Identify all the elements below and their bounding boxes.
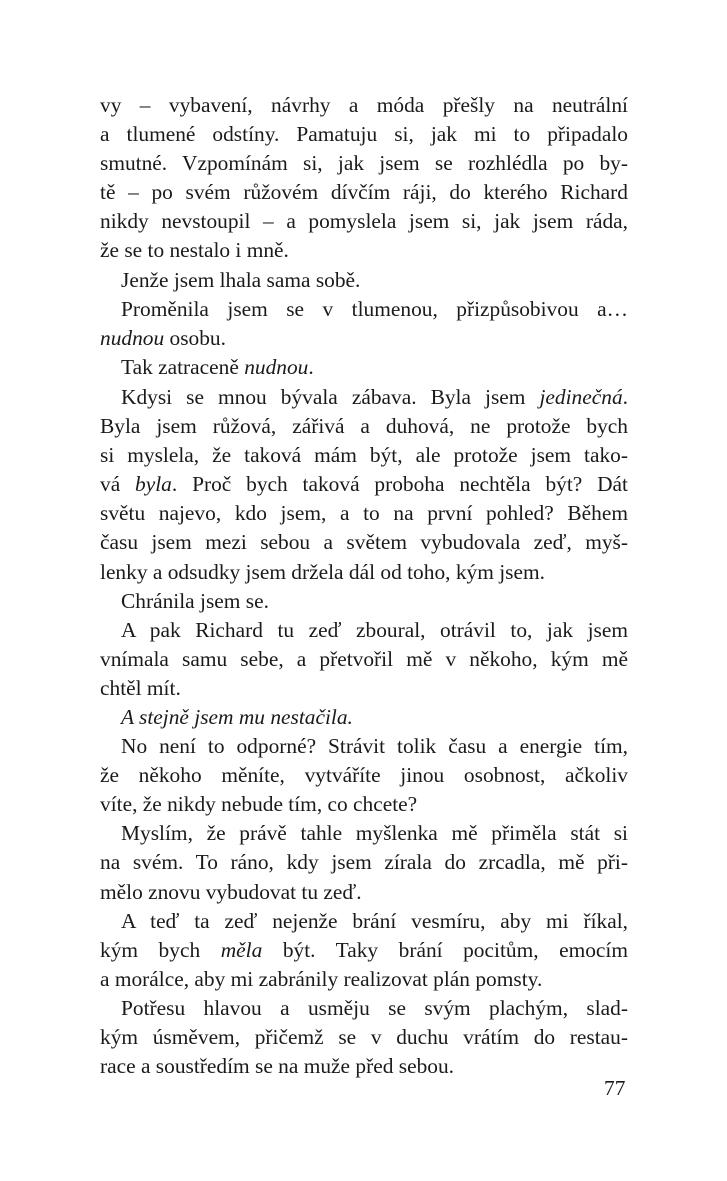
paragraph xyxy=(100,994,628,1081)
text-line: smutné. Vzpomínám si, jak jsem se rozhlédla po by- xyxy=(100,151,628,176)
text-line: A pak Richard tu zeď zboural, otrávil to, jak jsem xyxy=(121,617,628,642)
text-line: Proměnila jsem se v tlumenou, přizpůsobivou a… xyxy=(121,296,628,321)
text-line: času jsem mezi sebou a světem vybudovala zeď, myš- xyxy=(100,530,628,555)
text-line: race a soustředím se na muže před sebou. xyxy=(100,1054,455,1079)
text-line: že se to nestalo i mně. xyxy=(100,238,289,263)
text-line: vá byla. Proč bych taková proboha nechtěla být? Dát xyxy=(100,472,628,497)
text-line: na svém. To ráno, kdy jsem zírala do zrcadla, mě při- xyxy=(100,850,628,875)
text-line: Jenže jsem lhala sama sobě. xyxy=(121,267,361,292)
paragraph xyxy=(100,703,628,732)
text-line: No není to odporné? Strávit tolik času a energie tím, xyxy=(121,734,628,759)
text-line: vnímala samu sebe, a přetvořil mě v někoho, kým mě xyxy=(100,646,628,671)
text-line: tě – po svém růžovém dívčím ráji, do kterého Richard xyxy=(100,180,628,205)
paragraph xyxy=(100,353,628,382)
paragraph xyxy=(100,616,628,703)
text-line: nudnou osobu. xyxy=(100,325,226,350)
text-line: kým úsměvem, přičemž se v duchu vrátím do restau- xyxy=(100,1025,628,1049)
text-line: světu najevo, kdo jsem, a to na první pohled? Během xyxy=(100,501,628,526)
text-line: nikdy nevstoupil – a pomyslela jsem si, jak jsem ráda, xyxy=(100,209,628,234)
text-line: chtěl mít. xyxy=(100,675,181,700)
text-line: A stejně jsem mu nestačila. xyxy=(121,704,353,729)
paragraph xyxy=(100,383,628,587)
paragraph xyxy=(100,587,628,616)
paragraph xyxy=(100,819,628,906)
text-line: že někoho měníte, vytváříte jinou osobnost, ačkoliv xyxy=(100,763,628,788)
body-text xyxy=(100,91,628,1081)
text-line: A teď ta zeď nejenže brání vesmíru, aby mi říkal, xyxy=(121,908,628,933)
text-line: vy – vybavení, návrhy a móda přešly na neutrální xyxy=(100,93,628,117)
paragraph xyxy=(100,91,628,266)
text-line: Kdysi se mnou bývala zábava. Byla jsem jedinečná. xyxy=(121,384,628,409)
paragraph xyxy=(100,907,628,994)
text-line: Tak zatraceně nudnou. xyxy=(121,354,314,379)
text-line: a morálce, aby mi zabránily realizovat plán pomsty. xyxy=(100,966,543,991)
text-line: Myslím, že právě tahle myšlenka mě přiměla stát si xyxy=(121,821,628,846)
paragraph xyxy=(100,266,628,295)
text-line: Chránila jsem se. xyxy=(121,588,269,613)
paragraph xyxy=(100,732,628,819)
paragraph xyxy=(100,295,628,353)
page-number: 77 xyxy=(604,1076,626,1100)
text-line: lenky a odsudky jsem držela dál od toho, kým jsem. xyxy=(100,559,545,584)
text-line: kým bych měla být. Taky brání pocitům, emocím xyxy=(100,937,629,962)
text-line: a tlumené odstíny. Pamatuju si, jak mi to připadalo xyxy=(100,122,628,147)
text-line: si myslela, že taková mám být, ale protože jsem tako- xyxy=(100,443,628,468)
text-line: Potřesu hlavou a usměju se svým plachým, slad- xyxy=(121,995,628,1020)
text-line: víte, že nikdy nebude tím, co chcete? xyxy=(100,792,418,817)
text-line: mělo znovu vybudovat tu zeď. xyxy=(100,879,362,904)
text-line: Byla jsem růžová, zářivá a duhová, ne protože bych xyxy=(100,414,628,439)
